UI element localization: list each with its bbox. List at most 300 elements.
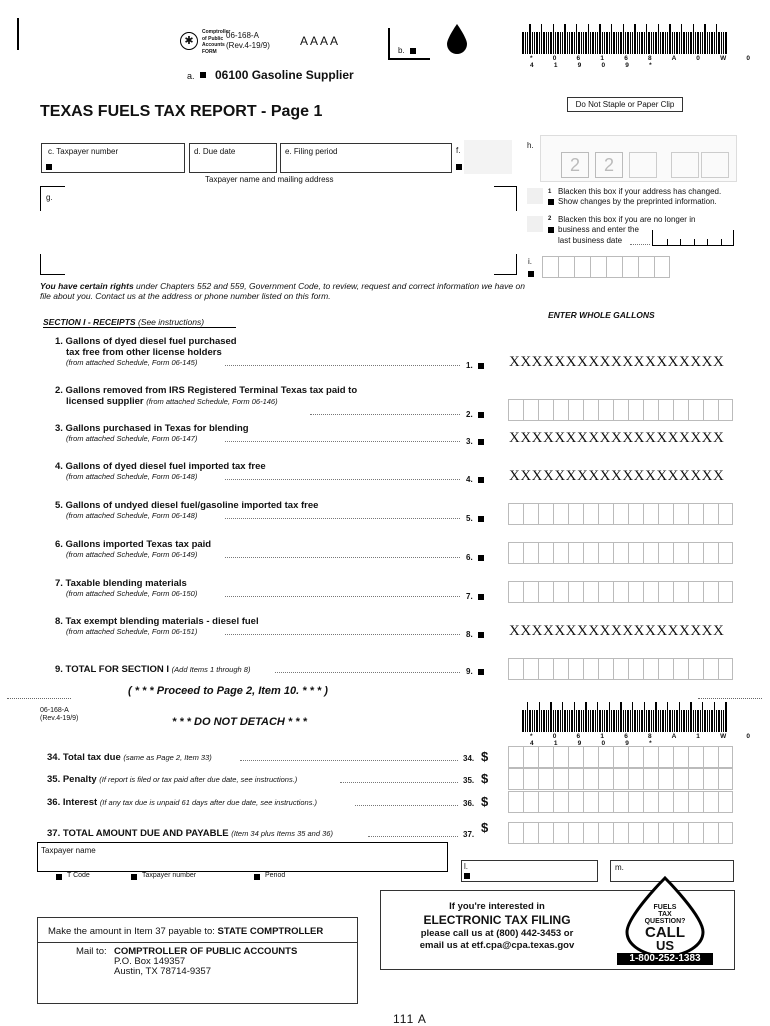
digit-cell — [508, 503, 523, 525]
barcode-bar — [564, 710, 566, 732]
tear-line-right — [698, 698, 762, 699]
dollar-sign: $ — [481, 749, 489, 764]
na-field-xxx: XXXXXXXXXXXXXXXXXXX — [509, 354, 725, 370]
digit-cell — [688, 791, 703, 813]
item-number: 36. — [463, 799, 475, 808]
barcode-bar — [527, 702, 528, 732]
na-field-xxx: XXXXXXXXXXXXXXXXXXX — [509, 623, 725, 639]
footer-code: 111 A — [393, 1012, 427, 1026]
digit-cell — [583, 822, 598, 844]
digit-cell — [538, 581, 553, 603]
receipt-item-sub: (from attached Schedule, Form 06-146) — [146, 397, 278, 406]
barcode-bar — [721, 32, 722, 54]
barcode-bar — [688, 32, 689, 54]
barcode-bar — [662, 32, 664, 54]
d-label: d. Due date — [194, 147, 236, 156]
barcode-bar — [723, 32, 724, 54]
mail-address-2: P.O. Box 149357 — [114, 956, 186, 967]
receipt-item-label: 6. Gallons imported Texas tax paid — [55, 539, 212, 550]
payable-text: Make the amount in Item 37 payable to: STATE COMPTROLLER — [48, 926, 324, 937]
digit-cell — [553, 658, 568, 680]
check1-num: 1 — [548, 189, 552, 195]
digit-cell — [598, 581, 613, 603]
barcode-bar — [700, 710, 701, 732]
digit-cell — [703, 581, 718, 603]
na-field-xxx: XXXXXXXXXXXXXXXXXXX — [509, 430, 725, 446]
barcode-bar — [662, 710, 664, 732]
digit-cell — [688, 581, 703, 603]
digit-cell — [598, 768, 613, 790]
digit-cell — [718, 768, 733, 790]
digit-cell — [508, 822, 523, 844]
h-digit-5 — [701, 152, 729, 178]
digit-cell — [598, 791, 613, 813]
digit-cell — [718, 542, 733, 564]
barcode-bar — [541, 24, 542, 54]
digit-cell — [553, 746, 568, 768]
barcode-bar — [679, 32, 680, 54]
total-sub: (Add Items 1 through 8) — [171, 665, 251, 674]
leader-dots — [340, 782, 458, 783]
digit-cell — [718, 822, 733, 844]
barcode-bar — [532, 710, 533, 732]
last-business-date-dots — [630, 244, 650, 245]
digit-cell — [553, 791, 568, 813]
barcode-bar — [674, 32, 675, 54]
address-bracket-tr — [494, 186, 517, 211]
digit-cell — [673, 746, 688, 768]
barcode-bar — [618, 710, 619, 732]
payment-item-label: 36. Interest — [47, 797, 98, 808]
amount-field-34[interactable] — [508, 746, 733, 768]
barcode-bar — [625, 32, 626, 54]
barcode-bar — [623, 24, 624, 54]
digit-cell — [718, 581, 733, 603]
item-number: 37. — [463, 830, 475, 839]
period-label: Period — [265, 872, 286, 879]
barcode-bar — [667, 32, 668, 54]
barcode-bar — [599, 710, 601, 732]
barcode-bar — [534, 710, 535, 732]
digit-cell — [523, 542, 538, 564]
receipt-item-7 — [55, 578, 197, 598]
digit-cell — [568, 658, 583, 680]
barcode-bar — [560, 710, 561, 732]
barcode-bar — [604, 32, 605, 54]
form-number: 06-168-A — [226, 31, 259, 40]
digit-cell — [523, 503, 538, 525]
receipt-item-8 — [55, 616, 259, 636]
barcode-bar — [655, 702, 657, 732]
barcode-bar — [653, 710, 654, 732]
barcode-bar — [588, 24, 589, 54]
digit-cell — [558, 256, 574, 278]
barcode-bar — [653, 32, 654, 54]
digit-cell — [553, 768, 568, 790]
rights-bold: You have certain rights — [40, 281, 134, 291]
barcode-bar — [637, 32, 638, 54]
digit-cell — [568, 746, 583, 768]
digit-cell — [523, 658, 538, 680]
h-digit-3 — [629, 152, 657, 178]
barcode-bar — [627, 710, 629, 732]
gallons-field-6[interactable] — [508, 542, 733, 564]
digit-cell — [583, 791, 598, 813]
amount-field-35[interactable] — [508, 768, 733, 790]
digit-cell — [718, 746, 733, 768]
digit-cell — [590, 256, 606, 278]
barcode-bar — [723, 710, 724, 732]
digit-cell — [673, 791, 688, 813]
barcode-bar — [539, 702, 540, 732]
leader-dots — [225, 479, 460, 480]
digit-cell — [542, 256, 558, 278]
barcode-bar — [704, 24, 706, 54]
barcode-bar — [714, 702, 715, 732]
receipt-item-4 — [55, 461, 266, 481]
check2-bullet — [548, 227, 554, 233]
filing-period-field[interactable] — [280, 143, 452, 173]
barcode-bar — [709, 710, 710, 732]
barcode-bar — [683, 710, 685, 732]
barcode-bar — [714, 32, 715, 54]
barcode-bar — [536, 710, 538, 732]
barcode-bar — [606, 32, 608, 54]
digit-cell — [643, 822, 658, 844]
barcode-bar — [716, 24, 717, 54]
digit-cell — [613, 542, 628, 564]
receipt-item-label-2-text: licensed supplier — [66, 396, 144, 407]
digit-cell — [673, 581, 688, 603]
digit-cell — [688, 768, 703, 790]
digit-cell — [613, 658, 628, 680]
leader-dots — [240, 760, 458, 761]
barcode-bar — [588, 710, 589, 732]
digit-cell — [598, 503, 613, 525]
barcode-bar — [639, 32, 640, 54]
digit-cell — [583, 746, 598, 768]
digit-cell — [508, 746, 523, 768]
barcode-bar — [585, 702, 587, 732]
receipt-item-label: 3. Gallons purchased in Texas for blending — [55, 423, 249, 434]
amount-field-36[interactable] — [508, 791, 733, 813]
item-bullet — [478, 669, 484, 675]
barcode-bar — [592, 32, 594, 54]
i-label: i. — [528, 257, 532, 266]
h-field[interactable] — [540, 135, 737, 182]
digit-cell — [538, 399, 553, 421]
leader-dots — [275, 672, 460, 673]
gallons-field-7[interactable] — [508, 581, 733, 603]
barcode-bar — [590, 710, 591, 732]
digit-cell — [583, 542, 598, 564]
digit-cell — [703, 746, 718, 768]
payment-item-label: 34. Total tax due — [47, 752, 121, 763]
leader-dots — [355, 805, 458, 806]
taxpayer-name-label: Taxpayer name — [41, 846, 96, 855]
last-business-date-field[interactable] — [652, 230, 734, 246]
digit-cell — [568, 791, 583, 813]
i-field[interactable] — [542, 256, 670, 278]
barcode-bar — [543, 32, 545, 54]
period-bullet — [254, 874, 260, 880]
barcode-top-digits: * 0 6 1 6 8 A 0 W 0 4 1 9 0 9 * — [530, 55, 760, 69]
etf-line-3: please call us at (800) 442-3453 or — [420, 928, 574, 939]
barcode-bar — [546, 32, 547, 54]
payment-item-sub: (If report is filed or tax paid after due date, see instructions.) — [99, 775, 298, 784]
digit-cell — [658, 746, 673, 768]
barcode-bar — [674, 710, 675, 732]
barcode-bar — [688, 710, 689, 732]
digit-cell — [703, 822, 718, 844]
barcode-bar — [695, 32, 696, 54]
digit-cell — [658, 768, 673, 790]
item-number: 7. — [466, 592, 473, 601]
barcode-bar — [667, 702, 668, 732]
barcode-bar — [553, 24, 554, 54]
barcode-bar — [690, 702, 692, 732]
barcode-bar — [590, 32, 591, 54]
digit-cell — [673, 542, 688, 564]
supplier-name: 06100 Gasoline Supplier — [215, 68, 354, 82]
digit-cell — [643, 542, 658, 564]
barcode-bar — [571, 32, 573, 54]
barcode-bar — [725, 32, 727, 54]
barcode-bar — [646, 710, 647, 732]
digit-cell — [538, 658, 553, 680]
barcode-bar — [702, 32, 703, 54]
etf-line-2: ELECTRONIC TAX FILING — [423, 913, 571, 927]
taxpayer-name-address-label: Taxpayer name and mailing address — [205, 175, 334, 184]
digit-cell — [628, 658, 643, 680]
payment-item-label: 37. TOTAL AMOUNT DUE AND PAYABLE — [47, 828, 229, 839]
barcode-bar — [676, 32, 678, 54]
section1-title — [43, 317, 236, 328]
barcode-bar — [522, 32, 524, 54]
receipt-item-label-2-text: tax free from other license holders — [66, 347, 222, 358]
g-label: g. — [46, 193, 53, 202]
barcode-bottom-digits: * 0 6 1 6 8 A 1 W 0 4 1 9 0 9 * — [530, 733, 760, 747]
barcode-bar — [562, 702, 563, 732]
barcode-bar — [555, 710, 556, 732]
c-label: c. Taxpayer number — [48, 147, 119, 156]
dollar-sign: $ — [481, 771, 489, 786]
digit-cell — [703, 399, 718, 421]
digit-cell — [622, 256, 638, 278]
barcode-bar — [625, 710, 626, 732]
item-number: 34. — [463, 754, 475, 763]
barcode-bar — [550, 702, 552, 732]
digit-cell — [613, 791, 628, 813]
drop-text-1: FUELS — [653, 904, 677, 911]
digit-cell — [703, 503, 718, 525]
mail-address-1: COMPTROLLER OF PUBLIC ACCOUNTS — [114, 946, 298, 957]
i-bullet — [528, 271, 534, 277]
barcode-bar — [707, 710, 708, 732]
digit-cell — [688, 503, 703, 525]
barcode-bar — [672, 710, 673, 732]
barcode-bar — [669, 24, 671, 54]
b-bracket — [388, 28, 430, 60]
digit-cell — [613, 581, 628, 603]
digit-cell — [673, 658, 688, 680]
barcode-bar — [569, 710, 570, 732]
barcode-bar — [534, 32, 535, 54]
digit-cell — [523, 746, 538, 768]
item-number: 8. — [466, 630, 473, 639]
digit-cell — [613, 746, 628, 768]
agency-seal-icon: ✱ — [180, 32, 198, 50]
barcode-bar — [702, 702, 703, 732]
digit-cell — [643, 658, 658, 680]
receipt-item-2 — [55, 385, 357, 407]
barcode-bar — [576, 24, 577, 54]
barcode-bar — [611, 24, 612, 54]
barcode-bar — [655, 32, 657, 54]
receipt-item-label: 4. Gallons of dyed diesel fuel imported tax free — [55, 461, 266, 472]
barcode-bar — [716, 710, 717, 732]
barcode-bar — [569, 32, 570, 54]
receipt-item-sub: (from attached Schedule, Form 06-148) — [66, 511, 198, 520]
barcode-bar — [609, 702, 610, 732]
digit-cell — [643, 791, 658, 813]
item-bullet — [478, 632, 484, 638]
barcode-bar — [660, 710, 661, 732]
b-label: b. — [398, 46, 405, 55]
barcode-bar — [630, 32, 631, 54]
barcode-bar — [539, 32, 540, 54]
l-field[interactable] — [461, 860, 598, 882]
gallons-field-9[interactable] — [508, 658, 733, 680]
section1-title-text: SECTION I - RECEIPTS — [43, 317, 136, 327]
digit-cell — [703, 768, 718, 790]
digit-cell — [613, 503, 628, 525]
a-bullet — [200, 72, 206, 78]
barcode-bar — [585, 32, 587, 54]
check1-text-2: Show changes by the preprinted information. — [558, 197, 717, 206]
digit-cell — [553, 399, 568, 421]
address-changed-checkbox[interactable] — [527, 188, 543, 204]
barcode-bar — [646, 24, 647, 54]
e-label: e. Filing period — [285, 147, 338, 156]
barcode-bar — [641, 710, 643, 732]
digit-cell — [673, 768, 688, 790]
taxpayer-number-label: Taxpayer number — [142, 872, 197, 879]
barcode-bar — [567, 710, 568, 732]
item-number: 9. — [466, 667, 473, 676]
digit-cell — [568, 542, 583, 564]
barcode-bar — [550, 32, 552, 54]
digit-cell — [688, 542, 703, 564]
amount-field-37[interactable] — [508, 822, 733, 844]
drop-text-4: CALL — [645, 924, 685, 941]
m-label: m. — [615, 863, 624, 872]
digit-cell — [568, 768, 583, 790]
leader-dots — [225, 557, 460, 558]
payment-item-label: 35. Penalty — [47, 774, 97, 785]
barcode-bar — [613, 710, 615, 732]
payment-item-34 — [47, 752, 212, 763]
rights-notice — [40, 281, 530, 301]
receipt-item-sub: (from attached Schedule, Form 06-145) — [66, 358, 198, 367]
taxpayer-name-field[interactable] — [37, 842, 448, 872]
lower-form-revision: (Rev.4-19/9) — [40, 715, 79, 722]
digit-cell — [598, 399, 613, 421]
payment-item-37 — [47, 828, 333, 839]
digit-cell — [538, 503, 553, 525]
digit-cell — [598, 822, 613, 844]
item-bullet — [478, 477, 484, 483]
barcode-bar — [658, 24, 659, 54]
l-label: l. — [464, 862, 468, 871]
barcode-bar — [658, 710, 659, 732]
barcode-bar — [693, 24, 694, 54]
receipt-item-label-2 — [55, 396, 357, 407]
barcode-bar — [618, 32, 619, 54]
barcode-bar — [578, 710, 580, 732]
barcode-bar — [543, 710, 545, 732]
gallons-field-5[interactable] — [508, 503, 733, 525]
digit-cell — [628, 581, 643, 603]
digit-cell — [606, 256, 622, 278]
drop-text-5: US — [655, 938, 675, 953]
gallons-field-2[interactable] — [508, 399, 733, 421]
barcode-bar — [581, 710, 582, 732]
digit-cell — [553, 581, 568, 603]
taxpayer-number-field[interactable] — [41, 143, 185, 173]
etf-line-4: email us at etf.cpa@cpa.texas.gov — [419, 940, 575, 951]
aaaa-code: AAAA — [300, 34, 341, 48]
barcode-bar — [634, 710, 636, 732]
b-bullet — [410, 48, 416, 54]
check1-bullet — [548, 199, 554, 205]
digit-cell — [583, 658, 598, 680]
barcode-bar — [641, 32, 643, 54]
digit-cell — [598, 542, 613, 564]
receipt-item-label: 5. Gallons of undyed diesel fuel/gasoline imported tax free — [55, 500, 319, 511]
h-digit-1: 2 — [561, 152, 589, 178]
out-of-business-checkbox[interactable] — [527, 216, 543, 232]
item-bullet — [478, 363, 484, 369]
barcode-bar — [676, 710, 678, 732]
tcode-bullet — [56, 874, 62, 880]
digit-cell — [583, 768, 598, 790]
mail-address-3: Austin, TX 78714-9357 — [114, 966, 212, 977]
payment-instructions-box — [37, 917, 358, 1004]
barcode-bar — [557, 710, 559, 732]
digit-cell — [673, 822, 688, 844]
payable-to: STATE COMPTROLLER — [217, 926, 324, 937]
barcode-bar — [686, 32, 687, 54]
barcode-bar — [637, 710, 638, 732]
barcode-bar — [576, 710, 577, 732]
receipt-item-label: 2. Gallons removed from IRS Registered Terminal Texas tax paid to — [55, 385, 358, 396]
due-date-field[interactable] — [189, 143, 277, 173]
na-field-xxx: XXXXXXXXXXXXXXXXXXX — [509, 468, 725, 484]
digit-cell — [628, 503, 643, 525]
barcode-bar — [527, 32, 528, 54]
barcode-bar — [581, 32, 582, 54]
barcode-bar — [595, 32, 596, 54]
item-bullet — [478, 555, 484, 561]
f-field-area[interactable] — [464, 140, 512, 174]
barcode-bar — [695, 710, 696, 732]
barcode-bar — [574, 702, 575, 732]
barcode-bar — [686, 710, 687, 732]
barcode-bar — [571, 710, 573, 732]
digit-cell — [643, 581, 658, 603]
address-bracket-br — [494, 254, 517, 275]
